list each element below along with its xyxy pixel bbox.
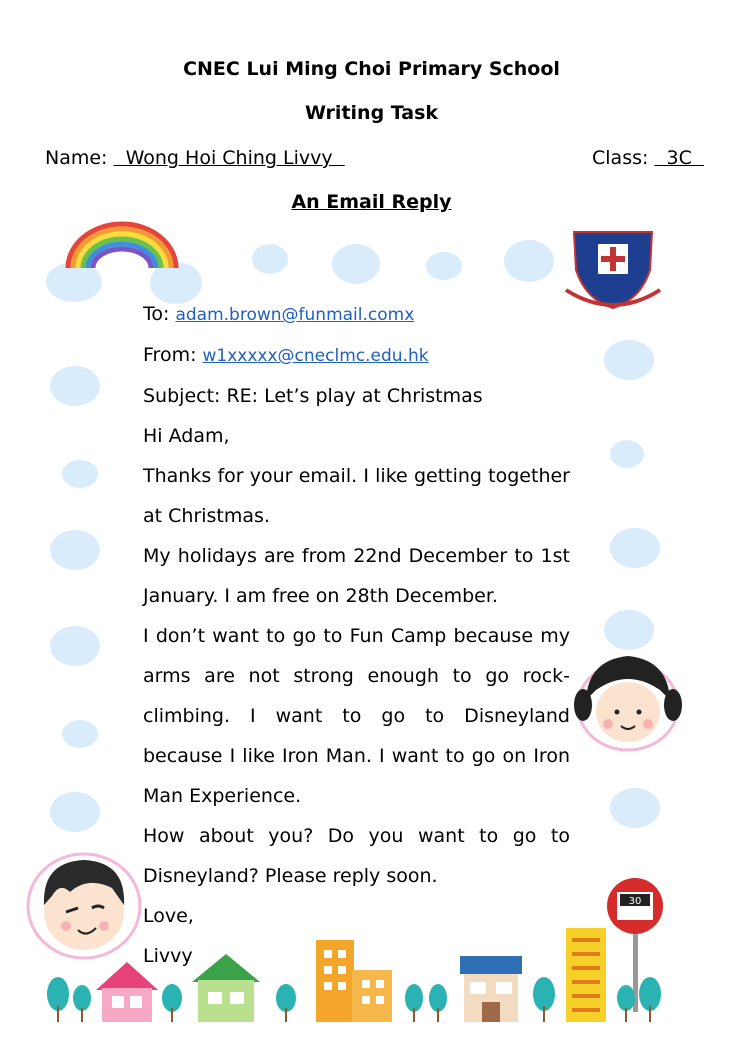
name-row — [45, 147, 345, 169]
class-row — [592, 147, 704, 169]
greeting: Hi Adam, — [143, 425, 230, 447]
bus-stop-number: 30 — [628, 896, 642, 907]
paragraph: Thanks for your email. I like getting together at Christmas. — [143, 465, 570, 527]
school-crest-icon — [566, 232, 660, 308]
to-email-link[interactable]: adam.brown@funmail.comx — [175, 305, 415, 325]
class-value: 3C — [654, 147, 704, 169]
from-line — [143, 335, 570, 376]
to-label: To: — [143, 303, 170, 325]
name-label: Name: — [45, 147, 108, 169]
girl-face-icon — [574, 656, 682, 750]
school-name: CNEC Lui Ming Choi Primary School — [183, 58, 560, 80]
paragraph: I don’t want to go to Fun Camp because my arms are not strong enough to go rock-climbing. I want to go to Disneyland because I like Iron Man. I want to go on Iron Man Experience. — [143, 625, 570, 807]
closing: Love, — [143, 905, 194, 927]
paragraph: How about you? Do you want to go to Disneyland? Please reply soon. — [143, 825, 570, 887]
from-label: From: — [143, 344, 197, 366]
task-heading: Writing Task — [304, 102, 439, 124]
signature: Livvy — [143, 945, 193, 967]
student-name: Wong Hoi Ching Livvy — [113, 147, 345, 169]
email-title: An Email Reply — [291, 191, 452, 213]
rainbow-icon — [68, 224, 176, 268]
from-email-link[interactable]: w1xxxxx@cneclmc.edu.hk — [202, 346, 429, 366]
subject-line: Subject: RE: Let’s play at Christmas — [143, 385, 483, 407]
class-label: Class: — [592, 147, 649, 169]
building-icon — [566, 928, 606, 1022]
to-line — [143, 294, 570, 335]
boy-face-icon — [28, 854, 140, 958]
email-body — [143, 294, 570, 976]
paragraph: My holidays are from 22nd December to 1st January. I am free on 28th December. — [143, 545, 570, 607]
